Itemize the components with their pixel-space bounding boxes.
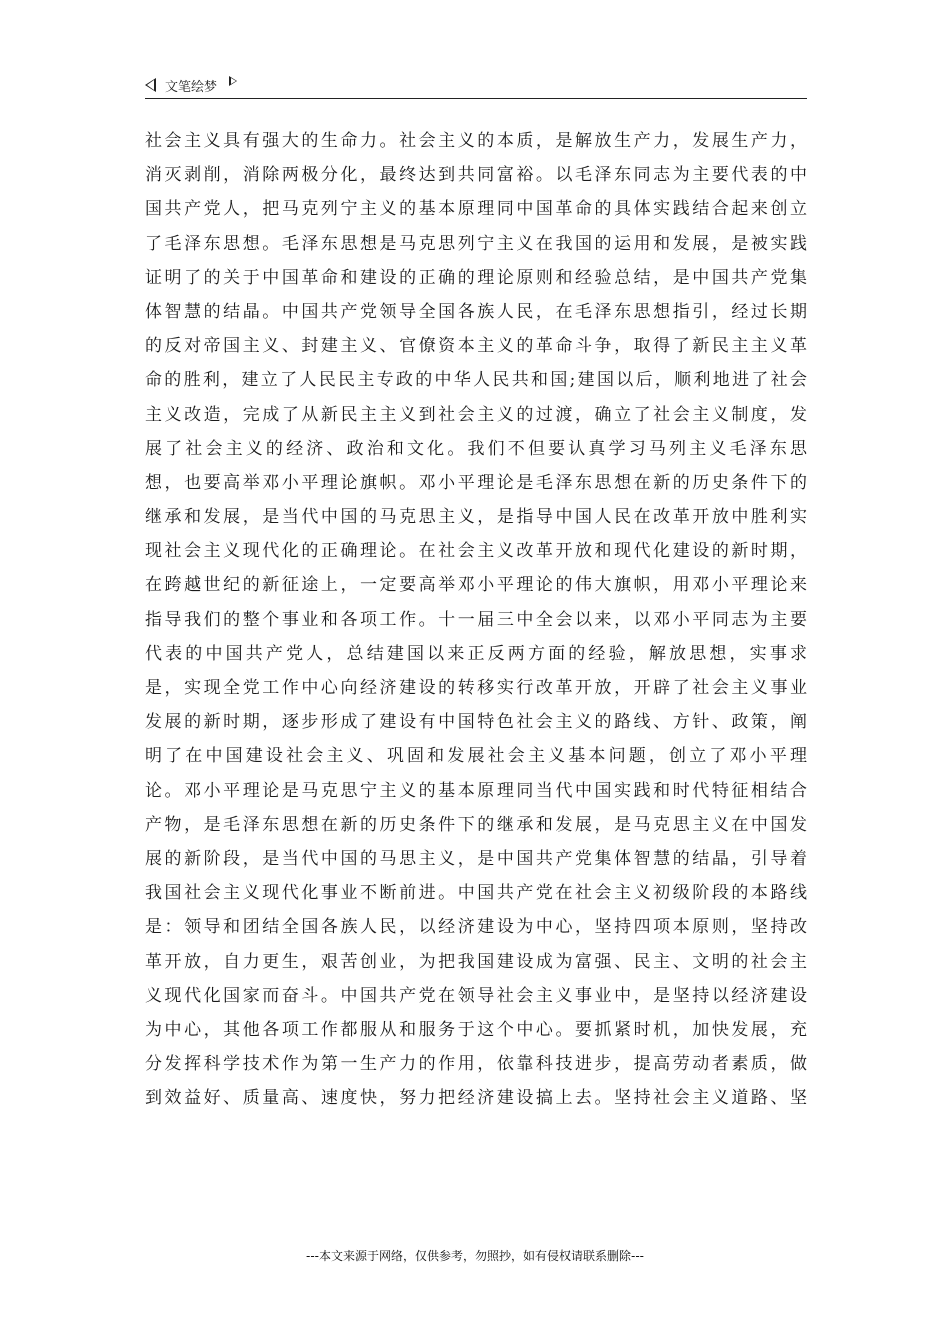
- body-line: 是，实现全党工作中心向经济建设的转移实行改革开放，开辟了社会主义事业: [145, 678, 807, 698]
- body-line: 代表的中国共产党人，总结建国以来正反两方面的经验，解放思想，实事求: [145, 643, 807, 664]
- body-line: 继承和发展，是当代中国的马克思主义，是指导中国人民在改革开放中胜利实: [145, 507, 807, 528]
- body-line: 消灭剥削，消除两极分化，最终达到共同富裕。以毛泽东同志为主要代表的中: [145, 165, 807, 186]
- body-line: 产物，是毛泽东思想在新的历史条件下的继承和发展，是马克思主义在中国发: [145, 814, 807, 835]
- body-line: 为中心，其他各项工作都服从和服务于这个中心。要抓紧时机，加快发展，充: [145, 1019, 807, 1040]
- body-line: 体智慧的结晶。中国共产党领导全国各族人民，在毛泽东思想指引，经过长期: [145, 301, 807, 322]
- body-line: 展了社会主义的经济、政治和文化。我们不但要认真学习马列主义毛泽东思: [145, 438, 807, 459]
- body-line: 义现代化国家而奋斗。中国共产党在领导社会主义事业中，是坚持以经济建设: [145, 985, 807, 1006]
- body-line: 明了在中国建设社会主义、巩固和发展社会主义基本问题，创立了邓小平理: [145, 746, 807, 767]
- body-line: 分发挥科学技术作为第一生产力的作用，依靠科技进步，提高劳动者素质，做: [145, 1054, 807, 1075]
- body-line: 现社会主义现代化的正确理论。在社会主义改革开放和现代化建设的新时期，: [145, 541, 807, 562]
- body-line: 国共产党人，把马克列宁主义的基本原理同中国革命的具体实践结合起来创立: [145, 199, 807, 220]
- body-line: 是：领导和团结全国各族人民，以经济建设为中心，坚持四项本原则，坚持改: [145, 917, 807, 938]
- body-line: 的反对帝国主义、封建主义、官僚资本主义的革命斗争，取得了新民主主义革: [145, 336, 807, 357]
- page-footer: ---本文来源于网络，仅供参考，勿照抄，如有侵权请联系删除---: [306, 1249, 644, 1263]
- body-line: 论。邓小平理论是马克思宁主义的基本原理同当代中国实践和时代特征相结合: [145, 780, 807, 801]
- body-line: 证明了的关于中国革命和建设的正确的理论原则和经验总结，是中国共产党集: [145, 267, 807, 288]
- body-line: 展的新阶段，是当代中国的马思主义，是中国共产党集体智慧的结晶，引导着: [145, 848, 807, 869]
- triangle-left-icon: [145, 78, 156, 92]
- triangle-right-icon: [229, 76, 237, 86]
- header-title: 文笔绘梦: [165, 79, 218, 95]
- body-line: 发展的新时期，逐步形成了建设有中国特色社会主义的路线、方针、政策，阐: [145, 712, 807, 733]
- body-line: 我国社会主义现代化事业不断前进。中国共产党在社会主义初级阶段的本路线: [145, 883, 807, 904]
- body-line: 指导我们的整个事业和各项工作。十一届三中全会以来，以邓小平同志为主要: [145, 609, 807, 630]
- body-line: 命的胜利，建立了人民民主专政的中华人民共和国;建国以后，顺利地进了社会: [145, 370, 807, 391]
- body-line: 到效益好、质量高、速度快，努力把经济建设搞上去。坚持社会主义道路、坚: [145, 1088, 807, 1109]
- body-line: 在跨越世纪的新征途上，一定要高举邓小平理论的伟大旗帜，用邓小平理论来: [145, 575, 807, 596]
- body-line: 主义改造，完成了从新民主主义到社会主义的过渡，确立了社会主义制度，发: [145, 404, 807, 425]
- body-line: 了毛泽东思想。毛泽东思想是马克思列宁主义在我国的运用和发展，是被实践: [145, 233, 807, 254]
- body-line: 想，也要高举邓小平理论旗帜。邓小平理论是毛泽东思想在新的历史条件下的: [145, 472, 807, 493]
- page-header: [145, 74, 807, 99]
- body-text: [145, 124, 807, 1115]
- body-line: 革开放，自力更生，艰苦创业，为把我国建设成为富强、民主、文明的社会主: [145, 951, 807, 972]
- body-line: 社会主义具有强大的生命力。社会主义的本质，是解放生产力，发展生产力，: [145, 131, 807, 151]
